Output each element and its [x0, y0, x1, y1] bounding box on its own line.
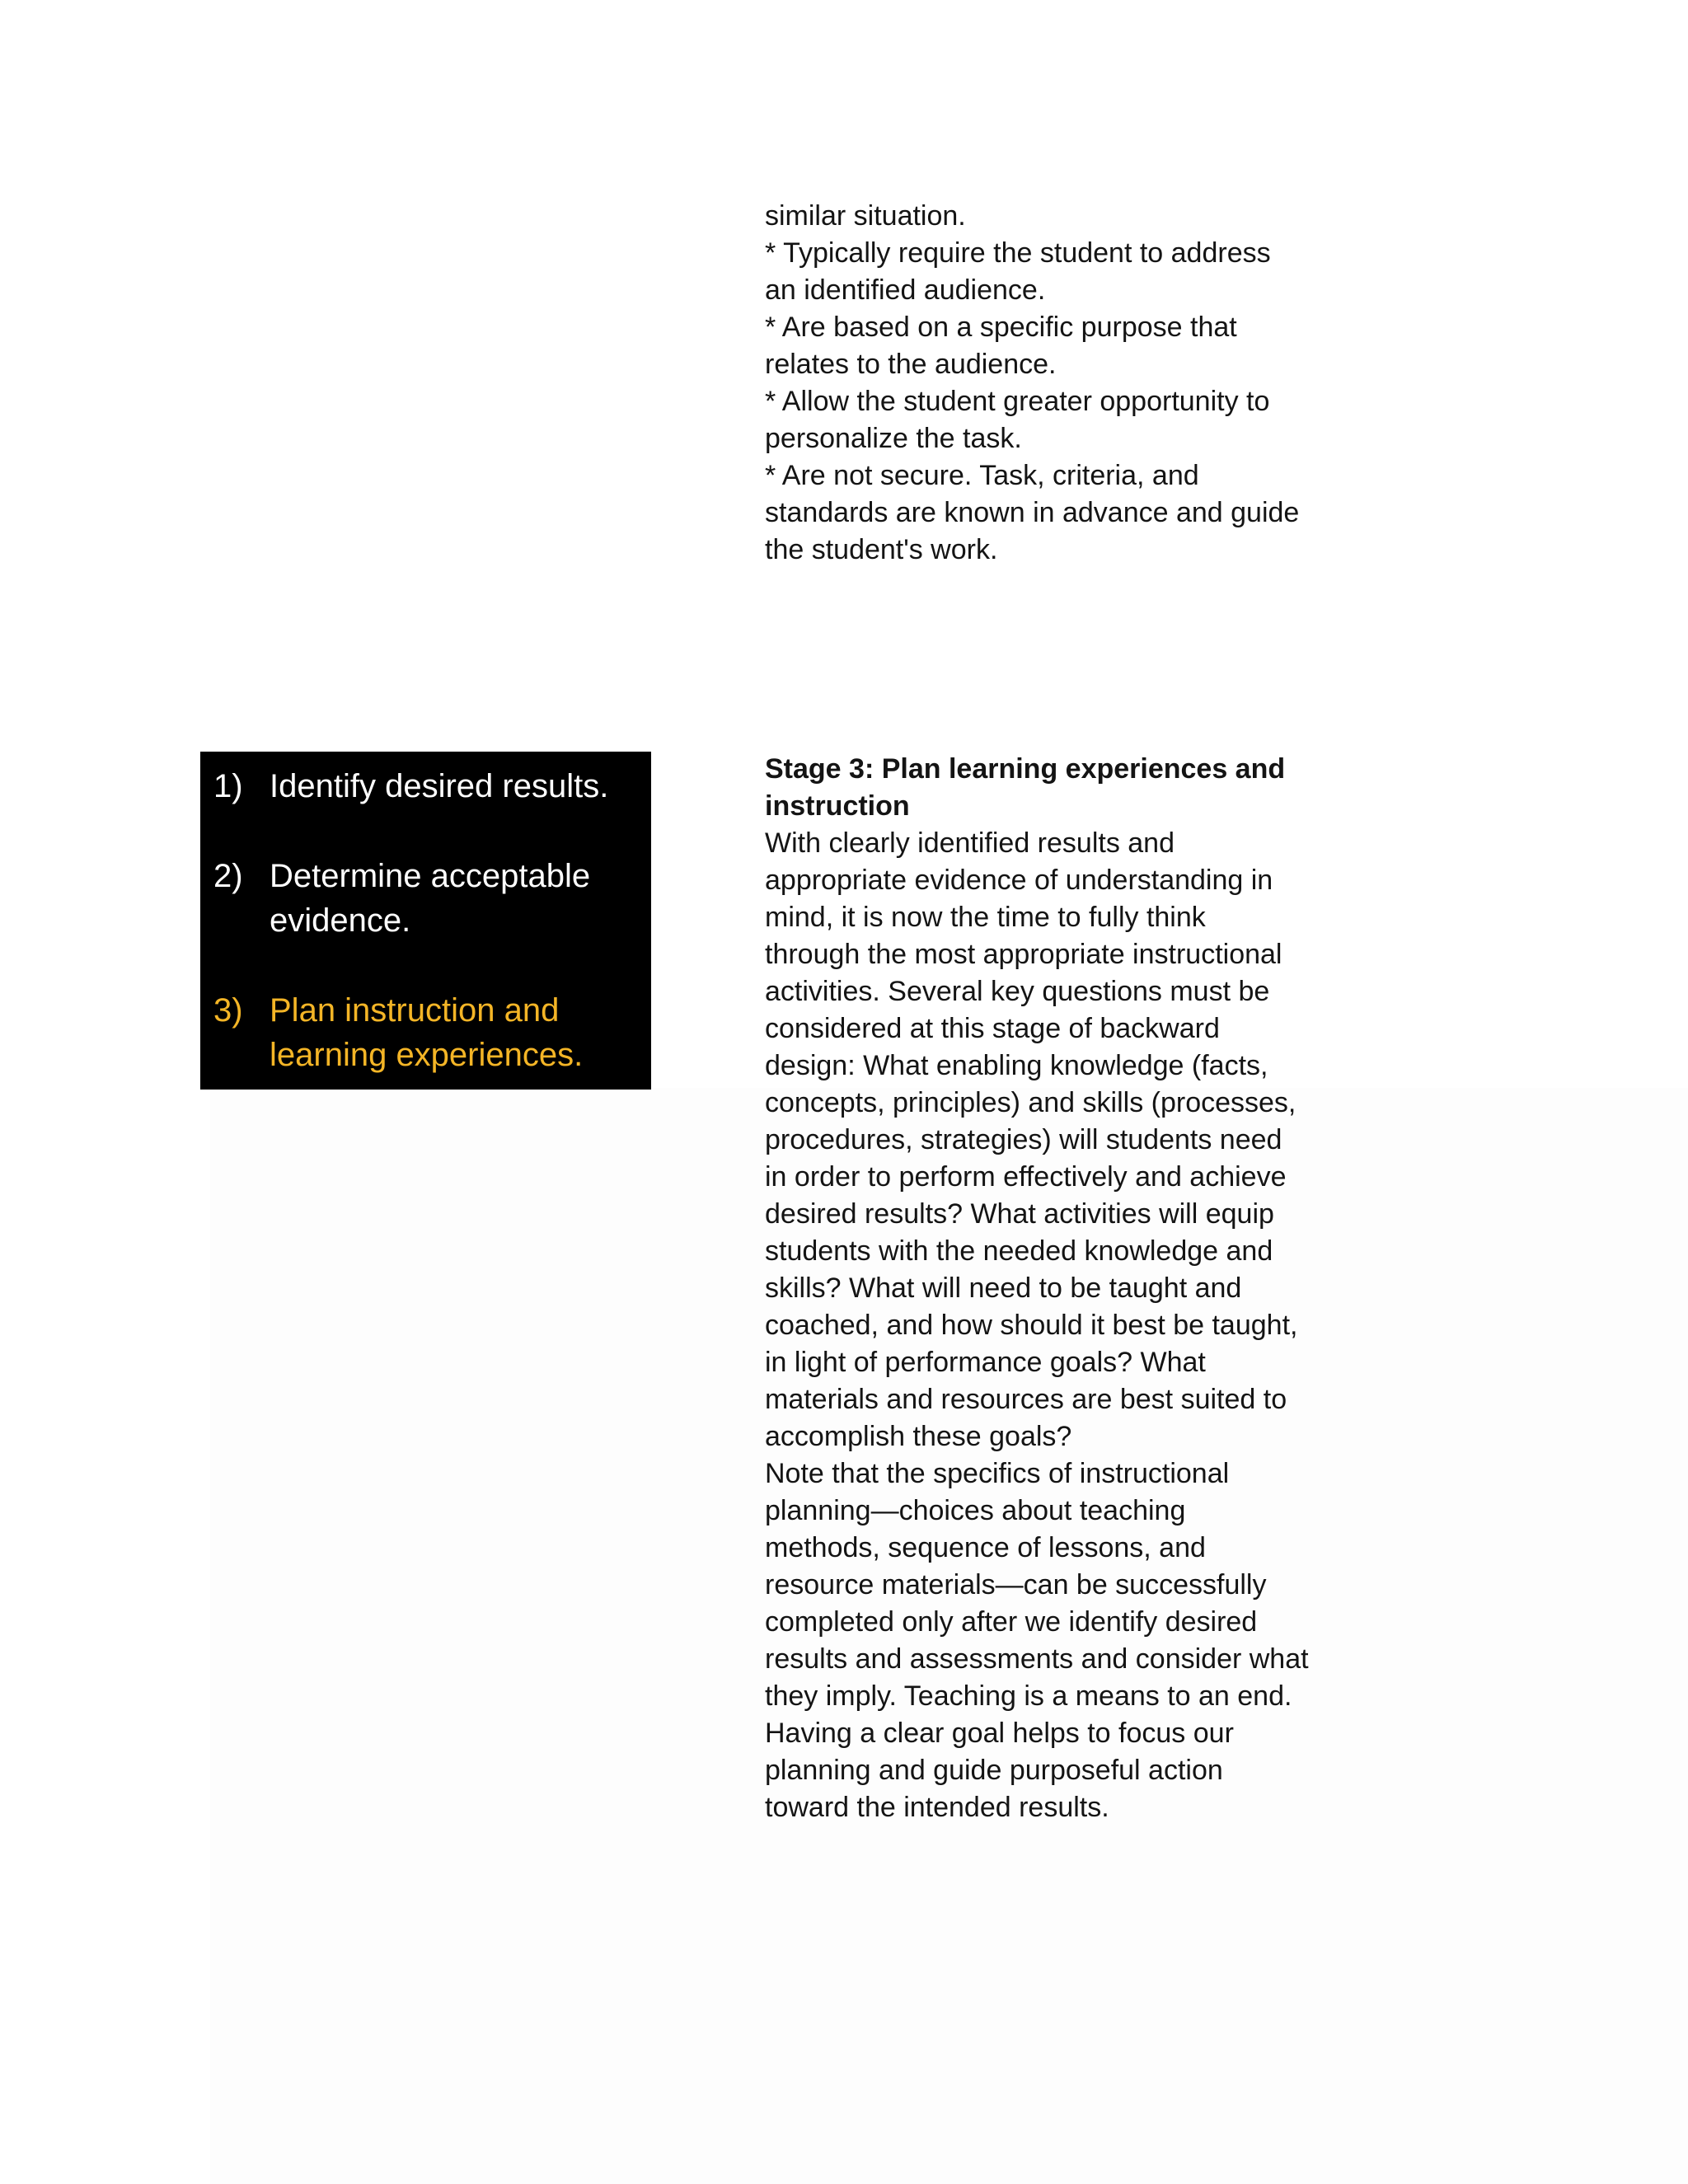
body-line: completed only after we identify desired: [765, 1606, 1258, 1638]
body-line: planning—choices about teaching: [765, 1495, 1186, 1526]
body-line: resource materials—can be successfully: [765, 1569, 1267, 1601]
step-text: evidence.: [270, 902, 411, 939]
body-line: accomplish these goals?: [765, 1421, 1072, 1452]
body-line: skills? What will need to be taught and: [765, 1272, 1242, 1304]
step-number: 2): [213, 858, 243, 894]
text-line: * Typically require the student to address: [765, 237, 1271, 269]
body-line: methods, sequence of lessons, and: [765, 1532, 1206, 1563]
text-line: an identified audience.: [765, 274, 1046, 306]
step-text: Plan instruction and: [270, 992, 560, 1029]
top-text-block: [765, 198, 1313, 569]
body-line: appropriate evidence of understanding in: [765, 865, 1273, 896]
body-line: considered at this stage of backward: [765, 1013, 1220, 1044]
body-line: toward the intended results.: [765, 1792, 1109, 1823]
body-line: Having a clear goal helps to focus our: [765, 1718, 1234, 1749]
body-line: through the most appropriate instructional: [765, 939, 1282, 970]
body-line: in order to perform effectively and achieve: [765, 1161, 1287, 1193]
backward-design-steps-slide: [200, 752, 651, 1090]
stage3-heading: Stage 3: Plan learning experiences and: [765, 753, 1286, 785]
body-line: desired results? What activities will equip: [765, 1198, 1274, 1230]
text-line: * Allow the student greater opportunity to: [765, 386, 1270, 417]
body-line: in light of performance goals? What: [765, 1347, 1206, 1378]
body-line: mind, it is now the time to fully think: [765, 902, 1206, 933]
text-line: relates to the audience.: [765, 349, 1057, 380]
stage3-text-block: [765, 751, 1313, 1826]
step-text: Determine acceptable: [270, 858, 591, 894]
step-number: 1): [213, 768, 243, 804]
body-line: coached, and how should it best be taught,: [765, 1310, 1298, 1341]
text-line: standards are known in advance and guide: [765, 497, 1300, 528]
step-text: learning experiences.: [270, 1037, 584, 1073]
body-line: concepts, principles) and skills (processes,: [765, 1087, 1296, 1118]
text-line: the student's work.: [765, 534, 998, 565]
body-line: With clearly identified results and: [765, 827, 1175, 859]
text-line: * Are based on a specific purpose that: [765, 312, 1237, 343]
text-line: personalize the task.: [765, 423, 1022, 454]
body-line: results and assessments and consider what: [765, 1643, 1309, 1675]
step-text: Identify desired results.: [270, 768, 609, 804]
body-line: procedures, strategies) will students need: [765, 1124, 1282, 1155]
body-line: they imply. Teaching is a means to an end.: [765, 1680, 1292, 1712]
text-line: similar situation.: [765, 200, 966, 232]
body-line: design: What enabling knowledge (facts,: [765, 1050, 1268, 1081]
step-number: 3): [213, 992, 243, 1029]
body-line: planning and guide purposeful action: [765, 1755, 1223, 1786]
body-line: Note that the specifics of instructional: [765, 1458, 1230, 1489]
stage3-heading: instruction: [765, 790, 910, 822]
body-line: materials and resources are best suited to: [765, 1384, 1287, 1415]
body-line: activities. Several key questions must be: [765, 976, 1270, 1007]
body-line: students with the needed knowledge and: [765, 1235, 1273, 1267]
text-line: * Are not secure. Task, criteria, and: [765, 460, 1199, 491]
